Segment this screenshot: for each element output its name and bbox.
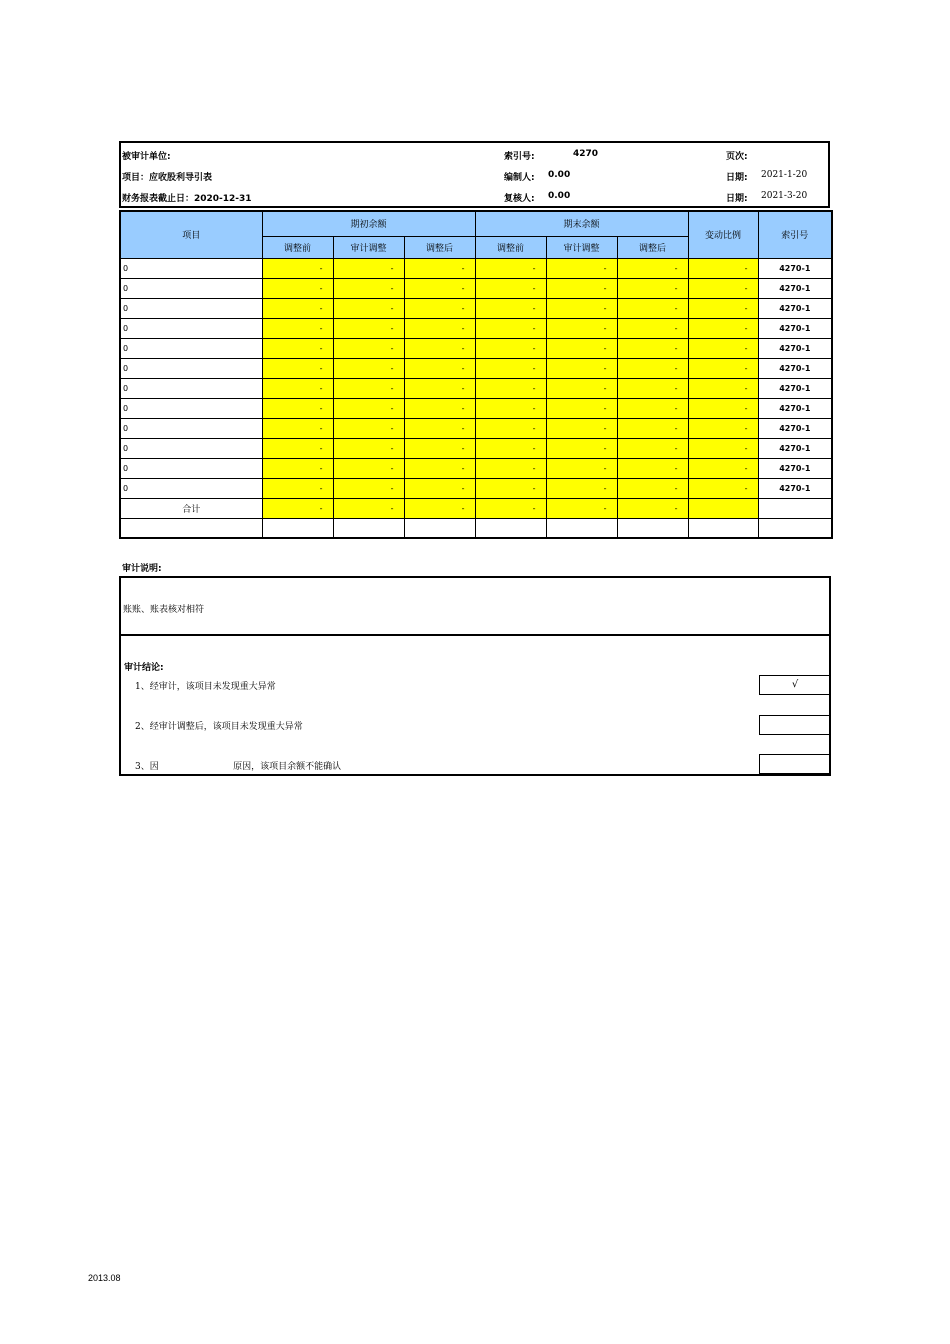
amount-cell[interactable]: - — [333, 378, 404, 398]
audit-conclusion-box — [119, 635, 831, 776]
row-item-name[interactable]: 0 — [120, 458, 262, 478]
audit-notes-label: 审计说明: — [122, 564, 162, 574]
audit-notes-box — [119, 576, 831, 636]
page-label: 页次: — [726, 152, 748, 162]
table-row — [120, 478, 832, 498]
amount-cell[interactable]: - — [688, 258, 758, 278]
table-row — [120, 398, 832, 418]
amount-cell[interactable]: - — [688, 418, 758, 438]
amount-cell[interactable]: - — [475, 398, 546, 418]
amount-cell[interactable]: - — [617, 458, 688, 478]
amount-cell[interactable]: - — [546, 378, 617, 398]
total-amount-cell: - — [404, 498, 475, 518]
row-index-ref: 4270-1 — [758, 298, 832, 318]
amount-cell[interactable]: - — [475, 358, 546, 378]
index-header: 索引号 — [758, 211, 832, 258]
date1-label: 日期: — [726, 173, 748, 183]
amount-cell[interactable]: - — [688, 338, 758, 358]
closing-audit-header: 审计调整 — [546, 236, 617, 258]
row-item-name[interactable]: 0 — [120, 438, 262, 458]
opening-before-header: 调整前 — [262, 236, 333, 258]
audit-conclusion-label: 审计结论: — [124, 663, 164, 673]
conclusion-check-2[interactable] — [759, 715, 831, 735]
amount-cell[interactable]: - — [475, 378, 546, 398]
date2-value: 2021-3-20 — [761, 191, 808, 201]
amount-cell[interactable]: - — [333, 298, 404, 318]
conclusion-item-1: 1、经审计，该项目未发现重大异常 — [135, 682, 276, 692]
row-index-ref: 4270-1 — [758, 338, 832, 358]
blank-cell[interactable] — [688, 518, 758, 538]
row-index-ref: 4270-1 — [758, 398, 832, 418]
amount-cell[interactable]: - — [404, 298, 475, 318]
amount-cell[interactable]: - — [617, 478, 688, 498]
row-index-ref: 4270-1 — [758, 478, 832, 498]
closing-after-header: 调整后 — [617, 236, 688, 258]
amount-cell[interactable]: - — [404, 338, 475, 358]
amount-cell[interactable]: - — [688, 458, 758, 478]
amount-cell[interactable]: - — [546, 418, 617, 438]
amount-cell[interactable]: - — [688, 318, 758, 338]
conclusion-check-1[interactable]: √ — [759, 675, 831, 695]
amount-cell[interactable]: - — [262, 298, 333, 318]
amount-cell[interactable]: - — [404, 418, 475, 438]
total-label: 合计 — [120, 498, 262, 518]
amount-cell[interactable]: - — [262, 478, 333, 498]
total-change-cell — [688, 498, 758, 518]
amount-cell[interactable]: - — [546, 438, 617, 458]
amount-cell[interactable]: - — [688, 378, 758, 398]
amount-cell[interactable]: - — [404, 258, 475, 278]
blank-cell[interactable] — [546, 518, 617, 538]
table-row — [120, 338, 832, 358]
blank-cell[interactable] — [262, 518, 333, 538]
amount-cell[interactable]: - — [404, 478, 475, 498]
amount-cell[interactable]: - — [617, 318, 688, 338]
guide-table — [119, 210, 833, 539]
amount-cell[interactable]: - — [688, 398, 758, 418]
amount-cell[interactable]: - — [475, 298, 546, 318]
total-amount-cell: - — [617, 498, 688, 518]
row-index-ref: 4270-1 — [758, 258, 832, 278]
amount-cell[interactable]: - — [333, 358, 404, 378]
period-label: 财务报表截止日：2020-12-31 — [122, 194, 252, 204]
amount-cell[interactable]: - — [404, 458, 475, 478]
table-row — [120, 418, 832, 438]
index-label: 索引号: — [504, 152, 535, 162]
preparer-label: 编制人: — [504, 173, 535, 183]
date1-value: 2021-1-20 — [761, 170, 808, 180]
row-item-name[interactable]: 0 — [120, 358, 262, 378]
row-index-ref: 4270-1 — [758, 358, 832, 378]
amount-cell[interactable]: - — [262, 398, 333, 418]
table-row — [120, 458, 832, 478]
amount-cell[interactable]: - — [546, 398, 617, 418]
amount-cell[interactable]: - — [333, 438, 404, 458]
row-item-name[interactable]: 0 — [120, 338, 262, 358]
amount-cell[interactable]: - — [475, 258, 546, 278]
amount-cell[interactable]: - — [546, 298, 617, 318]
total-amount-cell: - — [546, 498, 617, 518]
row-index-ref: 4270-1 — [758, 458, 832, 478]
amount-cell[interactable]: - — [546, 278, 617, 298]
amount-cell[interactable]: - — [688, 298, 758, 318]
amount-cell[interactable]: - — [617, 358, 688, 378]
amount-cell[interactable]: - — [617, 398, 688, 418]
amount-cell[interactable]: - — [617, 418, 688, 438]
amount-cell[interactable]: - — [262, 338, 333, 358]
amount-cell[interactable]: - — [617, 438, 688, 458]
row-index-ref: 4270-1 — [758, 418, 832, 438]
amount-cell[interactable]: - — [333, 318, 404, 338]
amount-cell[interactable]: - — [475, 478, 546, 498]
amount-cell[interactable]: - — [688, 358, 758, 378]
amount-cell[interactable]: - — [333, 338, 404, 358]
amount-cell[interactable]: - — [404, 378, 475, 398]
amount-cell[interactable]: - — [617, 258, 688, 278]
amount-cell[interactable]: - — [688, 438, 758, 458]
amount-cell[interactable]: - — [404, 358, 475, 378]
amount-cell[interactable]: - — [617, 278, 688, 298]
table-row — [120, 318, 832, 338]
amount-cell[interactable]: - — [262, 438, 333, 458]
table-row — [120, 298, 832, 318]
row-item-name[interactable]: 0 — [120, 418, 262, 438]
date2-label: 日期: — [726, 194, 748, 204]
blank-cell[interactable] — [333, 518, 404, 538]
row-index-ref: 4270-1 — [758, 378, 832, 398]
row-item-name[interactable]: 0 — [120, 258, 262, 278]
row-item-name[interactable]: 0 — [120, 478, 262, 498]
row-index-ref: 4270-1 — [758, 438, 832, 458]
amount-cell[interactable]: - — [617, 298, 688, 318]
row-item-name[interactable]: 0 — [120, 278, 262, 298]
change-ratio-header: 变动比例 — [688, 211, 758, 258]
amount-cell[interactable]: - — [617, 338, 688, 358]
blank-row — [120, 518, 832, 538]
blank-cell[interactable] — [404, 518, 475, 538]
amount-cell[interactable]: - — [546, 318, 617, 338]
total-amount-cell: - — [262, 498, 333, 518]
footer-version: 2013.08 — [88, 1273, 121, 1283]
amount-cell[interactable]: - — [475, 438, 546, 458]
amount-cell[interactable]: - — [262, 378, 333, 398]
opening-balance-header: 期初余额 — [262, 211, 475, 236]
amount-cell[interactable]: - — [333, 278, 404, 298]
blank-cell[interactable] — [617, 518, 688, 538]
table-row — [120, 258, 832, 278]
amount-cell[interactable]: - — [617, 378, 688, 398]
amount-cell[interactable]: - — [475, 318, 546, 338]
amount-cell[interactable]: - — [262, 418, 333, 438]
col-item-header: 项目 — [120, 211, 262, 258]
blank-cell[interactable] — [758, 518, 832, 538]
total-amount-cell: - — [333, 498, 404, 518]
reviewer-label: 复核人: — [504, 194, 535, 204]
amount-cell[interactable]: - — [404, 438, 475, 458]
total-row — [120, 498, 832, 518]
amount-cell[interactable]: - — [404, 278, 475, 298]
amount-cell[interactable]: - — [546, 358, 617, 378]
row-item-name[interactable]: 0 — [120, 318, 262, 338]
closing-before-header: 调整前 — [475, 236, 546, 258]
amount-cell[interactable]: - — [333, 258, 404, 278]
amount-cell[interactable]: - — [262, 458, 333, 478]
amount-cell[interactable]: - — [475, 338, 546, 358]
index-value: 4270 — [573, 149, 599, 159]
closing-balance-header: 期末余额 — [475, 211, 688, 236]
table-row — [120, 438, 832, 458]
opening-audit-header: 审计调整 — [333, 236, 404, 258]
amount-cell[interactable]: - — [546, 458, 617, 478]
amount-cell[interactable]: - — [262, 358, 333, 378]
audit-notes-text: 账账、账表核对相符 — [123, 605, 205, 615]
blank-cell[interactable] — [475, 518, 546, 538]
amount-cell[interactable]: - — [546, 478, 617, 498]
amount-cell[interactable]: - — [333, 398, 404, 418]
row-item-name[interactable]: 0 — [120, 398, 262, 418]
amount-cell[interactable]: - — [475, 418, 546, 438]
amount-cell[interactable]: - — [688, 478, 758, 498]
row-item-name[interactable]: 0 — [120, 298, 262, 318]
total-index-cell — [758, 498, 832, 518]
preparer-value: 0.00 — [548, 170, 571, 180]
conclusion-item-2: 2、经审计调整后，该项目未发现重大异常 — [135, 722, 303, 732]
amount-cell[interactable]: - — [262, 258, 333, 278]
amount-cell[interactable]: - — [688, 278, 758, 298]
reviewer-value: 0.00 — [548, 191, 571, 201]
amount-cell[interactable]: - — [546, 258, 617, 278]
amount-cell[interactable]: - — [262, 278, 333, 298]
opening-after-header: 调整后 — [404, 236, 475, 258]
amount-cell[interactable]: - — [404, 318, 475, 338]
amount-cell[interactable]: - — [546, 338, 617, 358]
table-row — [120, 378, 832, 398]
row-item-name[interactable]: 0 — [120, 378, 262, 398]
blank-cell[interactable] — [120, 518, 262, 538]
amount-cell[interactable]: - — [333, 478, 404, 498]
amount-cell[interactable]: - — [475, 458, 546, 478]
amount-cell[interactable]: - — [333, 418, 404, 438]
conclusion-item-3: 3、因 原因，该项目余额不能确认 — [135, 762, 342, 772]
row-index-ref: 4270-1 — [758, 318, 832, 338]
conclusion-check-3[interactable] — [759, 754, 831, 774]
amount-cell[interactable]: - — [475, 278, 546, 298]
table-row — [120, 278, 832, 298]
amount-cell[interactable]: - — [333, 458, 404, 478]
table-row — [120, 358, 832, 378]
audited-unit-label: 被审计单位: — [122, 152, 171, 162]
project-label: 项目：应收股利导引表 — [122, 173, 213, 183]
total-amount-cell: - — [475, 498, 546, 518]
amount-cell[interactable]: - — [404, 398, 475, 418]
amount-cell[interactable]: - — [262, 318, 333, 338]
row-index-ref: 4270-1 — [758, 278, 832, 298]
header-block — [119, 141, 830, 208]
